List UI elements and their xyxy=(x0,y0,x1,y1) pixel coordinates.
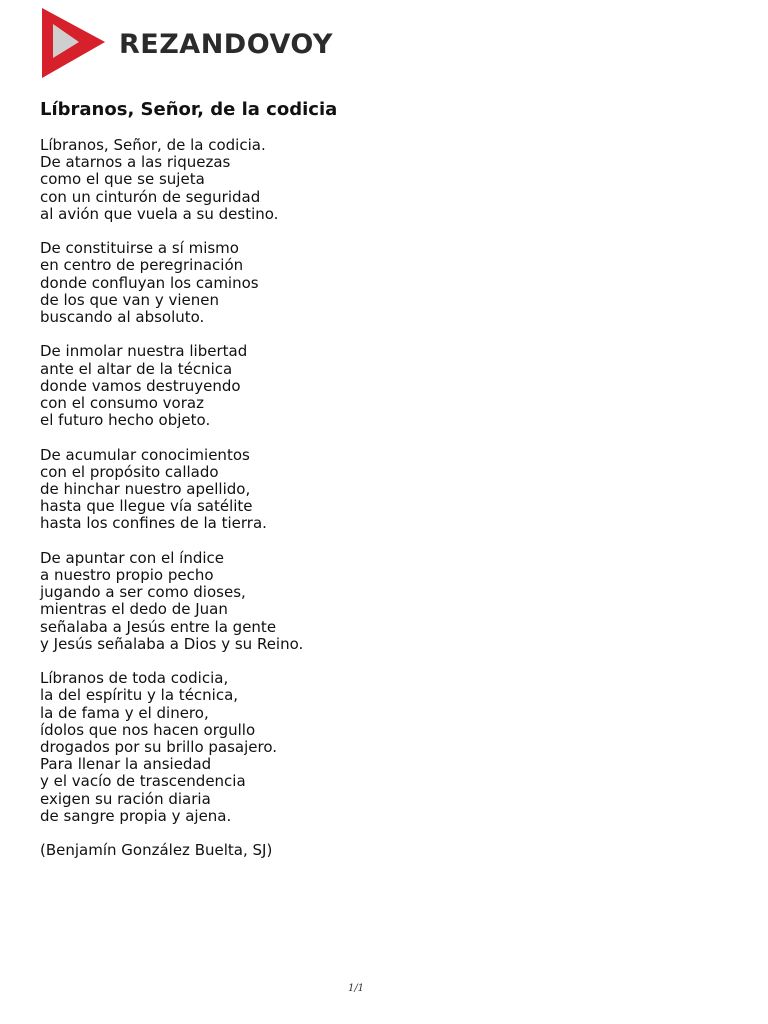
poem-line: exigen su ración diaria xyxy=(40,789,211,808)
stanza xyxy=(40,670,740,825)
poem-line: la del espíritu y la técnica, xyxy=(40,686,239,705)
poem-line: y el vacío de trascendencia xyxy=(40,772,246,791)
stanza xyxy=(40,343,740,429)
poem-line: De acumular conocimientos xyxy=(40,445,250,464)
poem-line: a nuestro propio pecho xyxy=(40,566,214,585)
poem-line: De apuntar con el índice xyxy=(40,548,224,567)
poem-line: hasta que llegue vía satélite xyxy=(40,497,253,516)
stanza xyxy=(40,137,740,223)
poem-line: como el que se sujeta xyxy=(40,170,205,189)
poem-line: donde vamos destruyendo xyxy=(40,376,241,395)
poem-line: señalaba a Jesús entre la gente xyxy=(40,617,277,636)
stanza xyxy=(40,550,740,653)
poem-line: donde confluyan los caminos xyxy=(40,273,259,292)
poem-line: al avión que vuela a su destino. xyxy=(40,204,279,223)
poem-line: drogados por su brillo pasajero. xyxy=(40,738,278,757)
poem-body xyxy=(40,137,740,859)
poem-line: con un cinturón de seguridad xyxy=(40,187,261,206)
poem-line: Para llenar la ansiedad xyxy=(40,755,212,774)
poem-line: el futuro hecho objeto. xyxy=(40,411,211,430)
play-triangle-logo-icon xyxy=(39,6,107,80)
poem-line: Líbranos de toda codicia, xyxy=(40,669,229,688)
poem-line: hasta los confines de la tierra. xyxy=(40,514,267,533)
poem-line: De inmolar nuestra libertad xyxy=(40,342,248,361)
stanza xyxy=(40,447,740,533)
poem-line: jugando a ser como dioses, xyxy=(40,583,246,602)
poem-line: Líbranos, Señor, de la codicia. xyxy=(40,136,266,154)
poem-line: De atarnos a las riquezas xyxy=(40,153,231,172)
poem-line: de hinchar nuestro apellido, xyxy=(40,480,251,499)
page-number: 1/1 xyxy=(347,983,365,994)
poem-line: con el propósito callado xyxy=(40,462,219,481)
poem-attribution: (Benjamín González Buelta, SJ) xyxy=(40,841,273,860)
stanza xyxy=(40,240,740,326)
poem-line: la de fama y el dinero, xyxy=(40,703,209,722)
brand-name: REZANDOVOY xyxy=(119,28,333,60)
poem-line: De constituirse a sí mismo xyxy=(40,239,239,258)
document-title: Líbranos, Señor, de la codicia xyxy=(40,99,338,120)
poem-line: en centro de peregrinación xyxy=(40,256,244,275)
poem-line: y Jesús señalaba a Dios y su Reino. xyxy=(40,634,304,653)
poem-line: buscando al absoluto. xyxy=(40,308,205,327)
poem-line: ídolos que nos hacen orgullo xyxy=(40,720,256,739)
site-header xyxy=(39,6,333,80)
poem-line: de los que van y vienen xyxy=(40,290,219,309)
poem-line: de sangre propia y ajena. xyxy=(40,806,232,825)
poem-line: mientras el dedo de Juan xyxy=(40,600,228,619)
poem-line: con el consumo voraz xyxy=(40,394,204,413)
poem-line: ante el altar de la técnica xyxy=(40,359,233,378)
